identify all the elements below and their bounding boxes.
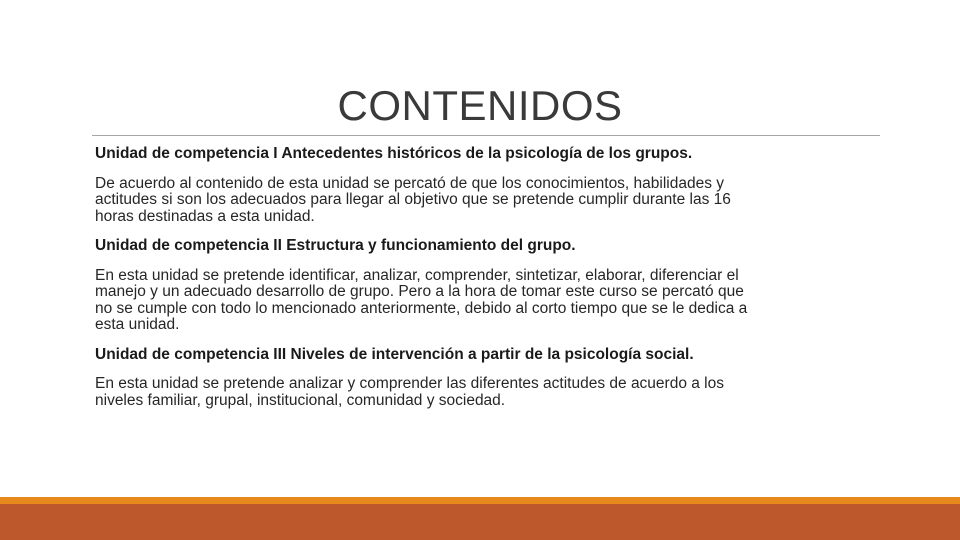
section-2-text-line: En esta unidad se pretende identificar, analizar, comprender, sintetizar, elaborar, diferenciar el bbox=[95, 266, 739, 284]
section-1-text-line: De acuerdo al contenido de esta unidad se percató de que los conocimientos, habilidades y bbox=[95, 174, 725, 192]
section-1-text-line: horas destinadas a esta unidad. bbox=[95, 207, 315, 225]
spacer bbox=[95, 255, 880, 268]
spacer bbox=[95, 163, 880, 176]
section-3-text-line: niveles familiar, grupal, institucional, comunidad y sociedad. bbox=[95, 391, 506, 409]
section-3-text-line: En esta unidad se pretende analizar y comprender las diferentes actitudes de acuerdo a los bbox=[95, 375, 724, 392]
footer-bar bbox=[0, 504, 960, 540]
title-divider bbox=[92, 135, 880, 136]
section-2-text-line: esta unidad. bbox=[95, 316, 180, 333]
footer-accent-bar bbox=[0, 497, 960, 504]
slide-title: CONTENIDOS bbox=[337, 82, 623, 129]
section-1-heading: Unidad de competencia I Antecedentes históricos de la psicología de los grupos. bbox=[95, 145, 693, 162]
section-2-text-line: no se cumple con todo lo mencionado anteriormente, debido al corto tiempo que se le dedica a bbox=[95, 299, 748, 317]
section-2-text-line: manejo y un adecuado desarrollo de grupo. Pero a la hora de tomar este curso se percató que bbox=[95, 283, 744, 300]
section-2-heading: Unidad de competencia II Estructura y funcionamiento del grupo. bbox=[95, 237, 576, 254]
section-1-text-line: actitudes si son los adecuados para llegar al objetivo que se pretende cumplir durante las 16 bbox=[95, 191, 731, 208]
slide-body bbox=[95, 146, 880, 409]
section-3-heading: Unidad de competencia III Niveles de intervención a partir de la psicología social. bbox=[95, 345, 694, 363]
spacer bbox=[95, 334, 880, 347]
